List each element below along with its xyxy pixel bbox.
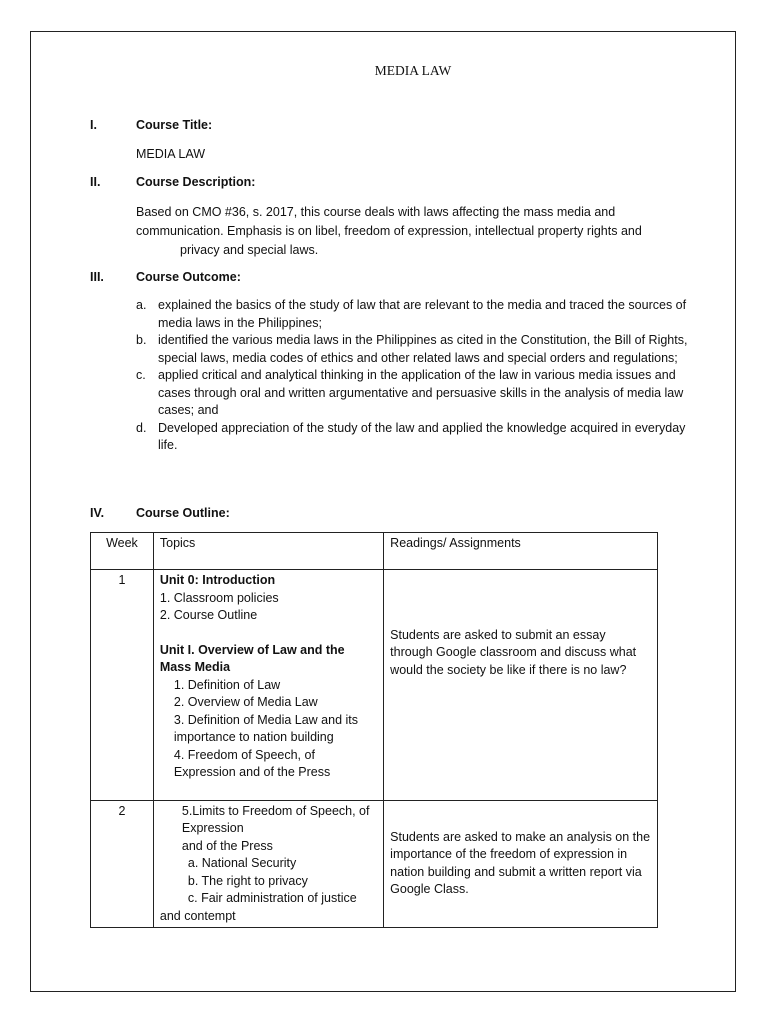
topic-item: and contempt — [159, 908, 236, 923]
topic-item: 3. Definition of Media Law and its importance to nation building — [173, 712, 359, 744]
outcome-item — [136, 297, 696, 332]
topic-subitem: c. Fair administration of justice — [187, 891, 357, 905]
topic-subitem: b. The right to privacy — [187, 873, 308, 888]
description-line: Based on CMO #36, s. 2017, this course deals with laws affecting the mass media and — [136, 205, 616, 219]
header-week: Week — [91, 533, 154, 570]
outcome-list — [136, 297, 696, 455]
week-cell: 1 — [91, 570, 154, 801]
topic-item: and of the Press — [181, 838, 273, 853]
outcome-item — [136, 332, 696, 367]
section-2-number: II. — [90, 175, 101, 189]
section-1-number: I. — [90, 118, 97, 132]
document-title: MEDIA LAW — [374, 63, 452, 78]
header-topics: Topics — [153, 533, 383, 570]
section-4-number: IV. — [90, 506, 105, 520]
topic-item: 5.Limits to Freedom of Speech, of Expression — [181, 803, 370, 835]
topic-item: 1. Definition of Law — [173, 677, 281, 692]
reading-text: Students are asked to submit an essay through Google classroom and discuss what would the society be like if there is no law? — [390, 627, 637, 677]
section-3-number: III. — [90, 270, 104, 284]
course-description — [136, 203, 666, 260]
reading-text: Students are asked to make an analysis on the importance of the freedom of expression in nation building and submit a written report via Google Class. — [390, 829, 651, 897]
outcome-item — [136, 367, 696, 420]
topic-subitem: a. National Security — [187, 856, 297, 870]
table-header-row — [91, 533, 658, 570]
table-row — [91, 800, 658, 928]
outcome-letter: d. — [136, 420, 147, 435]
outcome-letter: c. — [136, 368, 146, 382]
description-line: communication. Emphasis is on libel, freedom of expression, intellectual property rights and — [136, 224, 642, 238]
topics-cell — [153, 570, 383, 801]
outcome-letter: a. — [136, 298, 147, 312]
outcome-text: applied critical and analytical thinking in the application of the law in various media issues and cases through oral and written argumentative and persuasive skills in the analysis of media law cases; and — [158, 368, 684, 417]
topic-item: 2. Overview of Media Law — [173, 695, 318, 709]
course-title-value: MEDIA LAW — [136, 147, 205, 161]
readings-cell — [384, 570, 658, 801]
section-1-heading: Course Title: — [136, 118, 213, 132]
unit-title: Unit 0: Introduction — [159, 573, 276, 587]
topics-cell — [153, 800, 383, 928]
topic-item: 2. Course Outline — [159, 608, 258, 622]
outcome-text: Developed appreciation of the study of the law and applied the knowledge acquired in everyday life. — [158, 420, 686, 452]
topic-item: 1. Classroom policies — [159, 590, 279, 605]
readings-cell — [384, 800, 658, 928]
week-cell: 2 — [91, 800, 154, 928]
description-line: privacy and special laws. — [180, 243, 319, 257]
table-row — [91, 570, 658, 801]
outcome-text: identified the various media laws in the Philippines as cited in the Constitution, the Bill of Rights, special laws, media codes of ethics and other related laws and special orders and regulations; — [158, 333, 688, 365]
outcome-item — [136, 420, 696, 455]
section-3-heading: Course Outcome: — [136, 270, 241, 284]
header-readings: Readings/ Assignments — [384, 533, 658, 570]
course-outline-table — [90, 532, 658, 928]
outcome-letter: b. — [136, 333, 147, 347]
section-4-heading: Course Outline: — [136, 506, 230, 520]
outcome-text: explained the basics of the study of law that are relevant to the media and traced the sources of media laws in the Philippines; — [158, 298, 687, 330]
unit-title: Unit I. Overview of Law and the Mass Media — [159, 642, 345, 674]
topic-item: 4. Freedom of Speech, of Expression and of the Press — [173, 747, 331, 779]
section-2-heading: Course Description: — [136, 175, 256, 189]
